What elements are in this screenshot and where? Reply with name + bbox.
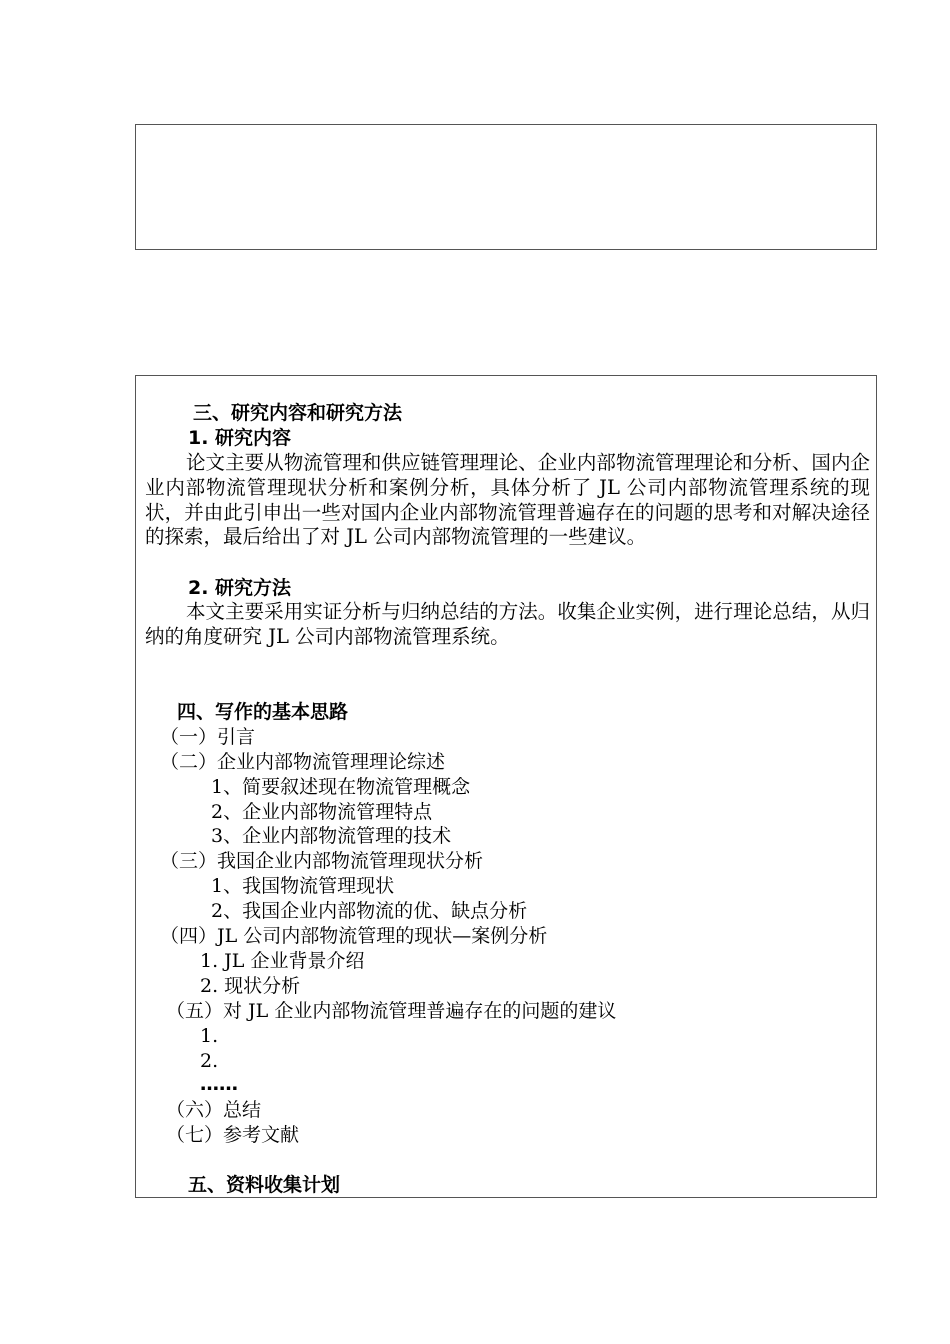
outline-item: 1. JL 企业背景介绍 [200,950,365,972]
research-content-paragraph: 论文主要从物流管理和供应链管理理论、企业内部物流管理理论和分析、国内企业内部物流管理现状分析和案例分析，具体分析了 JL 公司内部物流管理系统的现状，并由此引申出一些对国内企业内部物流管理普遍存在的问题的思考和对解决途径的探索，最后给出了对 JL 公司内部物流管理的一些建议。 [145,451,870,549]
research-method-paragraph: 本文主要采用实证分析与归纳总结的方法。收集企业实例，进行理论总结，从归纳的角度研究 JL 公司内部物流管理系统。 [145,600,870,648]
outline-item: 2. [200,1050,219,1072]
research-content-heading: 1. 研究内容 [188,427,292,449]
outline-item: （三）我国企业内部物流管理现状分析 [160,850,484,872]
outline-item: （七）参考文献 [166,1124,300,1146]
outline-item: （五）对 JL 企业内部物流管理普遍存在的问题的建议 [166,1000,617,1022]
outline-item: 3、企业内部物流管理的技术 [211,825,452,847]
outline-item: 1. [200,1025,219,1047]
outline-item: （二）企业内部物流管理理论综述 [160,751,446,773]
outline-item: 1、我国物流管理现状 [211,875,395,897]
section3-heading: 三、研究内容和研究方法 [193,402,403,424]
outline-ellipsis: …… [200,1073,238,1095]
outline-item: 2. 现状分析 [200,975,301,997]
top-empty-table-cell [135,124,877,250]
outline-item: （六）总结 [166,1099,262,1121]
research-method-heading: 2. 研究方法 [188,577,292,599]
outline-item: （四）JL 公司内部物流管理的现状—案例分析 [160,925,548,947]
section5-heading: 五、资料收集计划 [188,1174,341,1196]
outline-item: 1、简要叙述现在物流管理概念 [211,776,471,798]
outline-item: （一）引言 [160,726,256,748]
outline-item: 2、我国企业内部物流的优、缺点分析 [211,900,528,922]
outline-item: 2、企业内部物流管理特点 [211,801,433,823]
section4-heading: 四、写作的基本思路 [177,701,349,723]
